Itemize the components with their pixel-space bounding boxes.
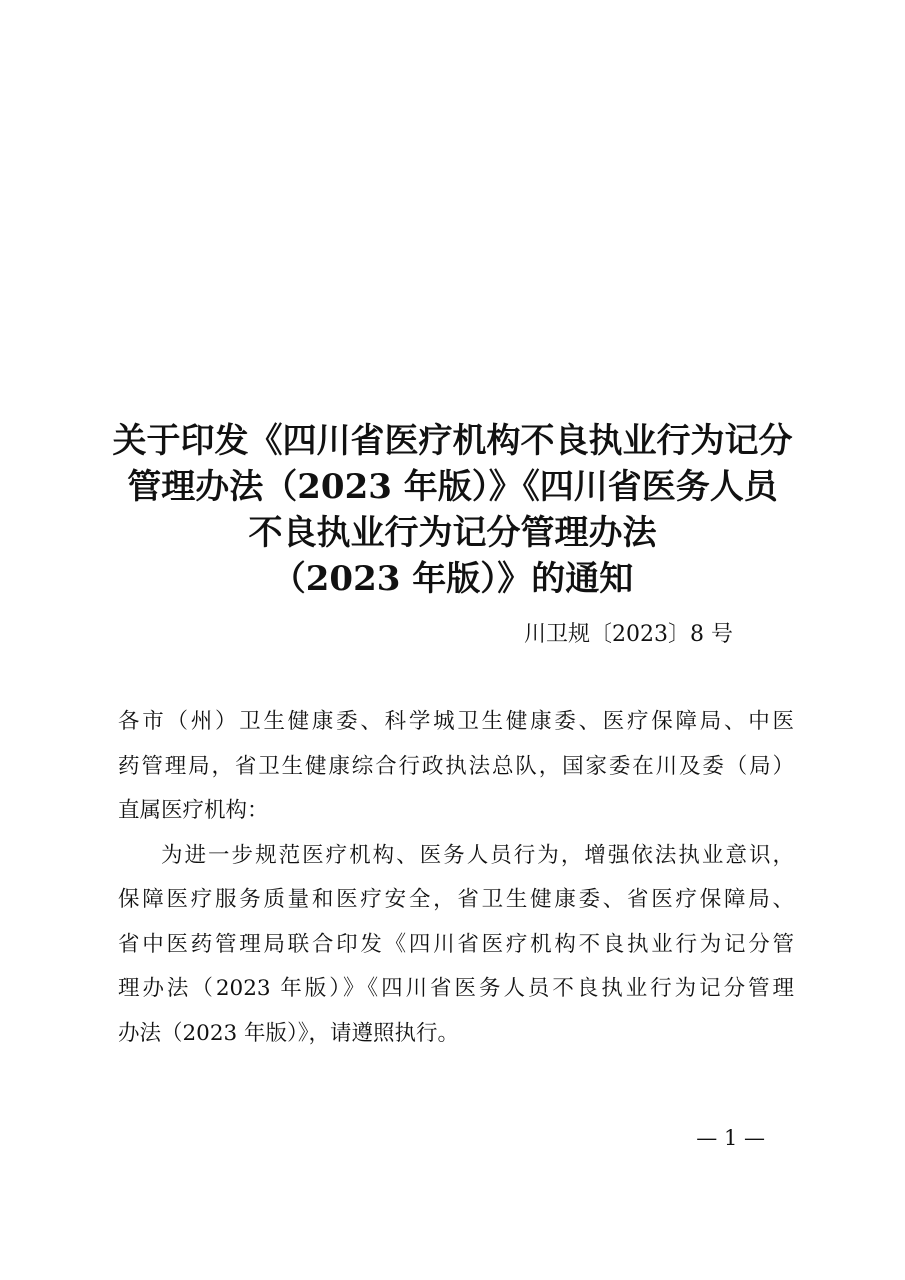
title-line: （2023 年版）》的通知 <box>271 559 634 599</box>
title-line: 不良执业行为记分管理办法 <box>248 513 657 553</box>
addressee-line: 药管理局，省卫生健康综合行政执法总队，国家委在川及委（局） <box>118 753 794 779</box>
addressee-line: 直属医疗机构： <box>118 798 269 823</box>
document-body <box>118 700 794 1056</box>
page-number: — 1 — <box>696 1126 765 1150</box>
body-line: 保障医疗服务质量和医疗安全，省卫生健康委、省医疗保障局、 <box>118 887 794 912</box>
document-title <box>60 418 845 602</box>
title-line: 管理办法（2023 年版）》《四川省医务人员 <box>127 467 778 507</box>
document-number: 川卫规〔2023〕8 号 <box>524 622 733 647</box>
addressee-line: 各市（州）卫生健康委、科学城卫生健康委、医疗保障局、中医 <box>118 709 794 734</box>
body-line: 省中医药管理局联合印发《四川省医疗机构不良执业行为记分管 <box>118 931 794 957</box>
title-line: 关于印发《四川省医疗机构不良执业行为记分 <box>112 421 793 461</box>
body-line: 办法（2023 年版）》，请遵照执行。 <box>118 1020 460 1046</box>
body-line: 为进一步规范医疗机构、医务人员行为，增强依法执业意识， <box>161 842 794 868</box>
body-line: 理办法（2023 年版）》《四川省医务人员不良执业行为记分管理 <box>118 976 794 1001</box>
